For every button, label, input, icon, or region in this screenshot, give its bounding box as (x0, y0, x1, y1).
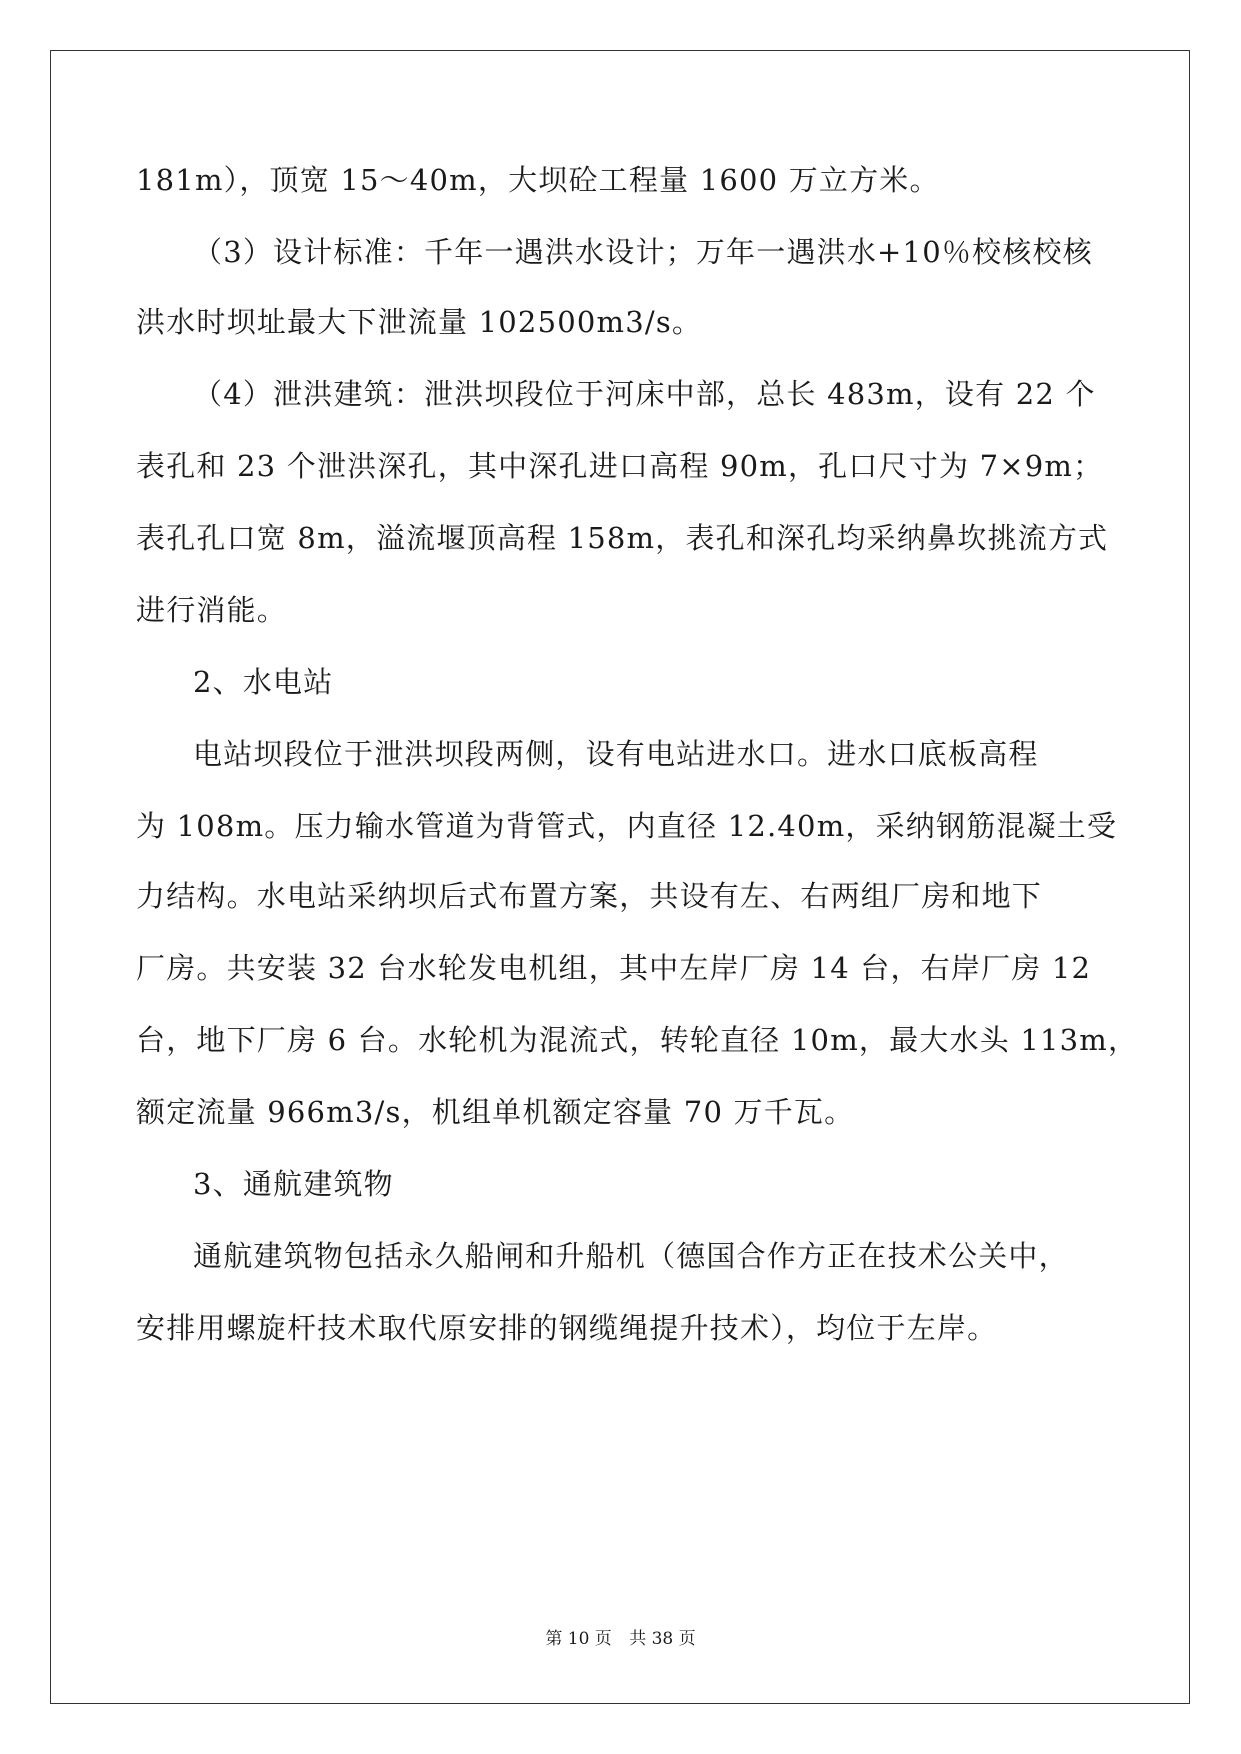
text-line-17: 安排用螺旋杆技术取代原安排的钢缆绳提升技术），均位于左岸。 (136, 1311, 998, 1345)
text-line-2: （3）设计标准：千年一遇洪水设计；万年一遇洪水+10％校核校核 (193, 235, 1093, 269)
page-footer (0, 1627, 1241, 1651)
page-total: 共 38 页 (629, 1629, 696, 1649)
section-heading-hydropower: 2、水电站 (193, 665, 334, 699)
text-line-16: 通航建筑物包括永久船闸和升船机（德国合作方正在技术公关中， (193, 1239, 1069, 1273)
text-line-5: 表孔和 23 个泄洪深孔，其中深孔进口高程 90m，孔口尺寸为 7×9m； (136, 449, 1104, 483)
text-line-1: 181m），顶宽 15～40m，大坝砼工程量 1600 万立方米。 (136, 163, 940, 197)
text-line-10: 为 108m。压力输水管道为背管式，内直径 12.40m，采纳钢筋混凝土受 (136, 809, 1118, 843)
text-line-11: 力结构。水电站采纳坝后式布置方案，共设有左、右两组厂房和地下 (136, 879, 1043, 913)
text-line-9: 电站坝段位于泄洪坝段两侧，设有电站进水口。进水口底板高程 (193, 737, 1039, 771)
text-line-14: 额定流量 966m3/s，机组单机额定容量 70 万千瓦。 (136, 1095, 855, 1129)
page-number: 第 10 页 (545, 1629, 612, 1649)
text-line-13: 台，地下厂房 6 台。水轮机为混流式，转轮直径 10m，最大水头 113m， (136, 1023, 1139, 1057)
text-line-7: 进行消能。 (136, 593, 288, 627)
section-heading-navigation: 3、通航建筑物 (193, 1167, 394, 1201)
text-line-6: 表孔孔口宽 8m，溢流堰顶高程 158m，表孔和深孔均采纳鼻坎挑流方式 (136, 521, 1109, 555)
text-line-4: （4）泄洪建筑：泄洪坝段位于河床中部，总长 483m，设有 22 个 (193, 377, 1096, 411)
text-line-12: 厂房。共安装 32 台水轮发电机组，其中左岸厂房 14 台，右岸厂房 12 (136, 951, 1092, 985)
text-line-3: 洪水时坝址最大下泄流量 102500m3/s。 (136, 305, 703, 339)
